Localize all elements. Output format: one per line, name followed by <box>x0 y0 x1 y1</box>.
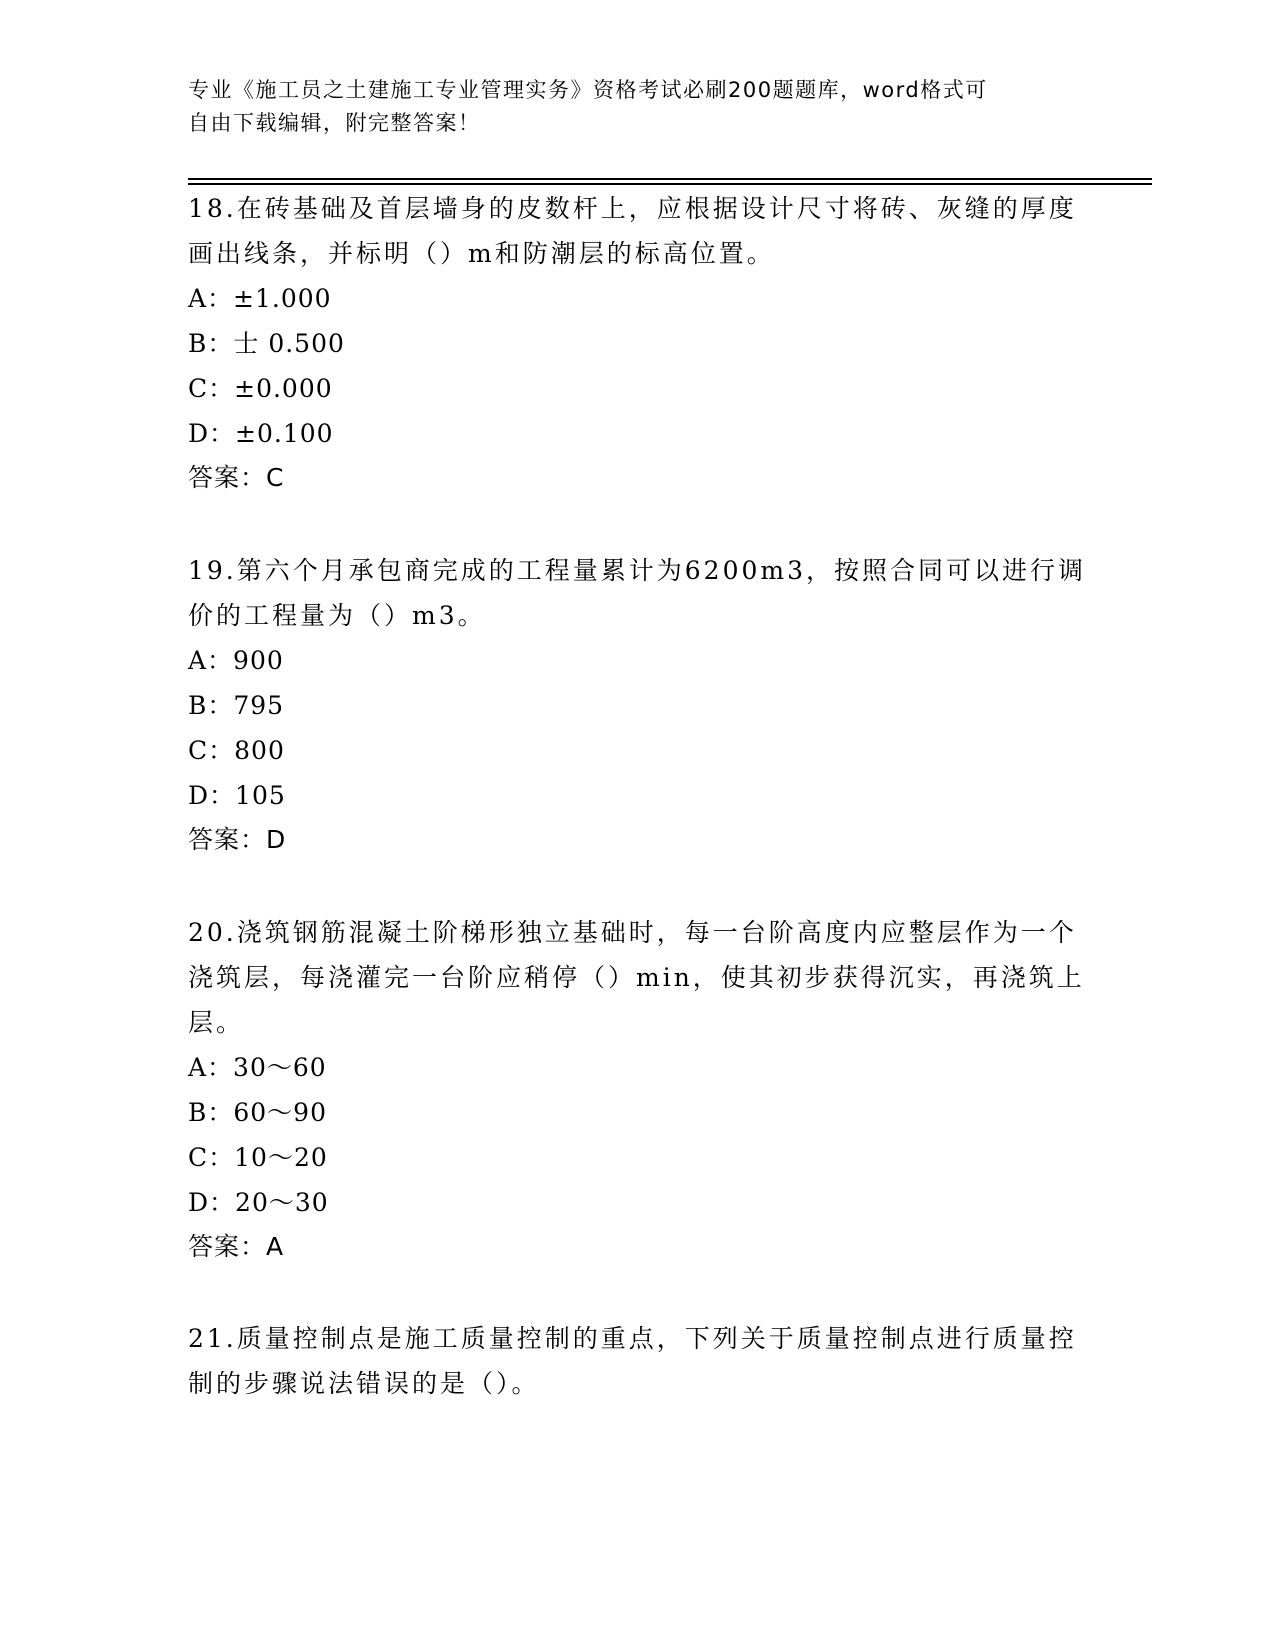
header-divider-top <box>188 178 1152 180</box>
question-stem: 20.浇筑钢筋混凝土阶梯形独立基础时，每一台阶高度内应整层作为一个浇筑层，每浇灌完一台阶应稍停（）min，使其初步获得沉实，再浇筑上层。 <box>188 918 1085 1037</box>
option-b: B：795 <box>188 691 285 720</box>
question-stem: 21.质量控制点是施工质量控制的重点，下列关于质量控制点进行质量控制的步骤说法错误的是（）。 <box>188 1324 1077 1398</box>
header-line-1: 专业《施工员之土建施工专业管理实务》资格考试必刷200题题库，word格式可 <box>188 78 988 102</box>
option-c: C：±0.000 <box>188 374 333 403</box>
option-c: C：800 <box>188 736 285 765</box>
option-d: D：105 <box>188 781 286 810</box>
answer: 答案：A <box>188 1232 285 1261</box>
document-header <box>188 74 1068 140</box>
question-21 <box>188 1316 1088 1406</box>
header-line-2: 自由下载编辑，附完整答案！ <box>188 111 481 135</box>
option-a: A：±1.000 <box>188 284 332 313</box>
answer: 答案：D <box>188 825 287 854</box>
answer: 答案：C <box>188 463 285 492</box>
question-stem: 18.在砖基础及首层墙身的皮数杆上，应根据设计尺寸将砖、灰缝的厚度画出线条，并标明（）m和防潮层的标高位置。 <box>188 194 1077 268</box>
question-20 <box>188 910 1088 1269</box>
option-b: B：士 0.500 <box>188 329 345 358</box>
option-b: B：60～90 <box>188 1098 327 1127</box>
option-a: A：30～60 <box>188 1053 327 1082</box>
header-divider-bottom <box>188 183 1152 185</box>
option-a: A：900 <box>188 646 284 675</box>
question-stem: 19.第六个月承包商完成的工程量累计为6200m3，按照合同可以进行调价的工程量为（）m3。 <box>188 556 1086 630</box>
option-d: D：±0.100 <box>188 419 334 448</box>
option-c: C：10～20 <box>188 1143 328 1172</box>
question-18 <box>188 186 1088 500</box>
option-d: D：20～30 <box>188 1188 329 1217</box>
question-19 <box>188 548 1088 862</box>
